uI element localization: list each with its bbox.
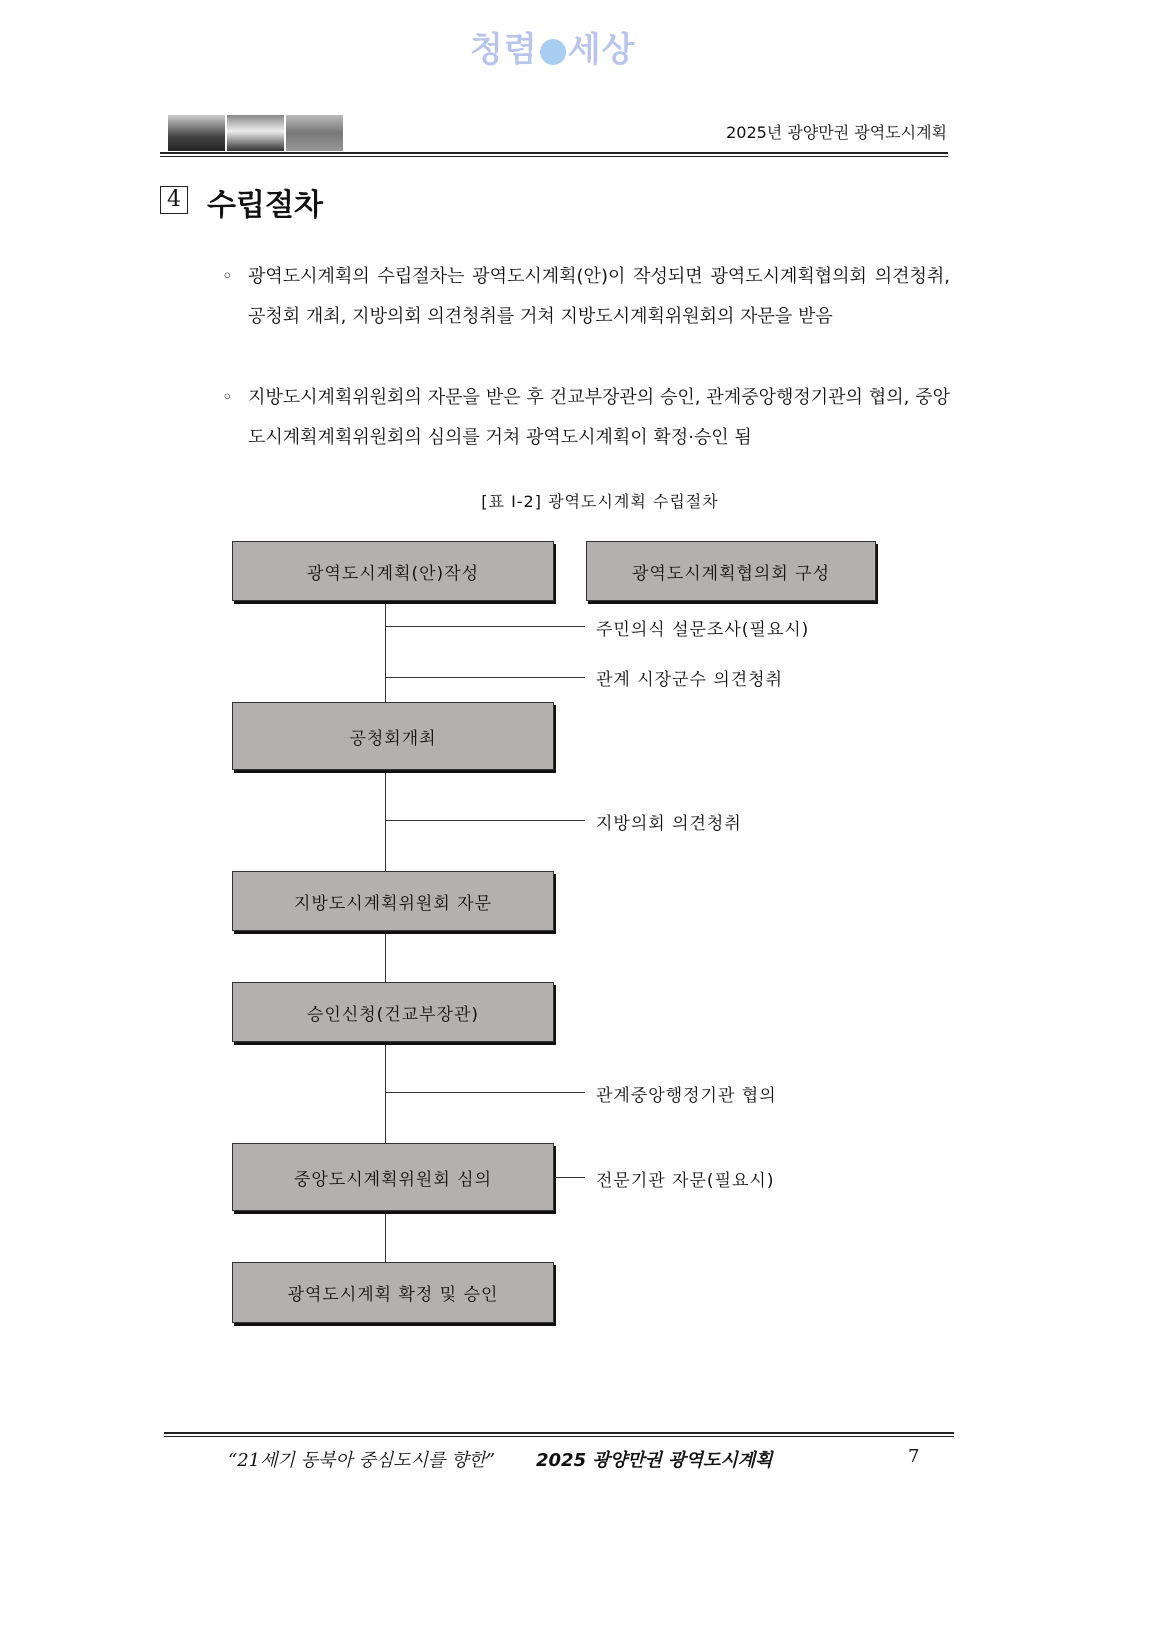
footer-title: 2025 광양만권 광역도시계획 <box>536 1450 773 1471</box>
photo-harbor <box>286 115 343 151</box>
flow-box-council: 광역도시계획협의회 구성 <box>586 541 876 601</box>
flow-box-local-committee: 지방도시계획위원회 자문 <box>232 871 554 931</box>
branch-agencies: 관계중앙행정기관 협의 <box>596 1086 777 1106</box>
bullet-marker: ◦ <box>222 266 233 287</box>
branch-local-council: 지방의회 의견청취 <box>596 814 742 834</box>
bullet-marker: ◦ <box>222 387 233 408</box>
footer-rule-thin <box>164 1436 954 1437</box>
header-title: 2025년 광양만권 광역도시계획 <box>726 123 947 142</box>
bullet-text: 광역도시계획의 수립절차는 광역도시계획(안)이 작성되면 광역도시계획협의회 의견청취, 공청회 개최, 지방의회 의견청취를 거쳐 지방도시계획위원회의 자문을 받음 <box>248 266 950 327</box>
flow-box-central-committee: 중앙도시계획위원회 심의 <box>232 1143 554 1211</box>
branch-line <box>554 1177 585 1178</box>
section-number: 4 <box>160 186 188 214</box>
photo-river <box>227 115 284 151</box>
section-title: 수립절차 <box>207 188 323 223</box>
flow-box-draft: 광역도시계획(안)작성 <box>232 541 554 601</box>
figure-caption: [표 Ⅰ-2] 광역도시계획 수립절차 <box>481 492 719 511</box>
bullet-text: 지방도시계획위원회의 자문을 받은 후 건교부장관의 승인, 관계중앙행정기관의 협의, 중앙도시계획계획위원회의 심의를 거쳐 광역도시계획이 확정·승인 됨 <box>248 387 950 448</box>
header-rule <box>160 152 948 154</box>
logo: 청렴 세상 <box>470 30 636 70</box>
branch-experts: 전문기관 자문(필요시) <box>596 1171 775 1191</box>
flow-box-hearing: 공청회개최 <box>232 702 554 770</box>
branch-survey: 주민의식 설문조사(필요시) <box>596 620 810 640</box>
bullet-2 <box>222 378 950 458</box>
branch-line <box>385 1092 585 1093</box>
footer-rule <box>164 1432 954 1434</box>
page-number: 7 <box>908 1446 920 1467</box>
branch-line <box>385 677 585 678</box>
flow-box-approval-request: 승인신청(건교부장관) <box>232 982 554 1042</box>
photo-landscape <box>168 115 225 151</box>
footer-slogan: “21세기 동북아 중심도시를 향한” <box>228 1450 496 1471</box>
branch-mayors: 관계 시장군수 의견청취 <box>596 670 784 690</box>
flow-box-final: 광역도시계획 확정 및 승인 <box>232 1262 554 1323</box>
branch-line <box>385 820 585 821</box>
header-rule-thin <box>160 156 948 157</box>
bullet-1 <box>222 257 950 337</box>
header-photos <box>168 115 343 151</box>
branch-line <box>385 626 585 627</box>
logo-emblem-icon <box>540 39 566 65</box>
